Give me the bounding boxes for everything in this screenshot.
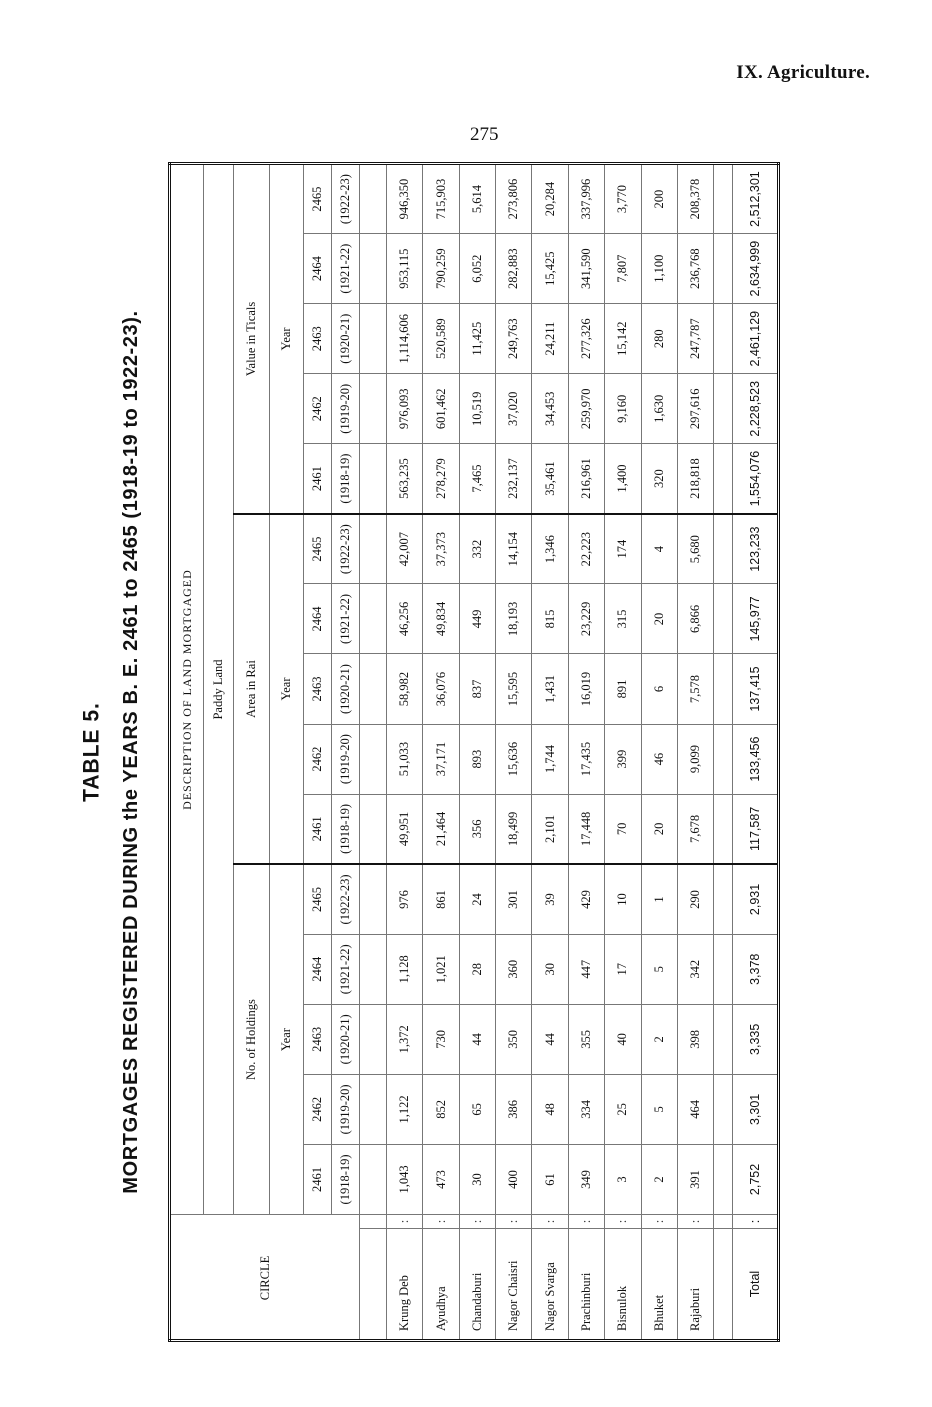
area-cell: 7,578 — [677, 654, 713, 724]
value-cell: 277,326 — [568, 304, 604, 374]
circle-header: CIRCLE — [170, 1214, 360, 1340]
value-cell: 11,425 — [459, 304, 495, 374]
year-label-value: Year — [270, 164, 304, 514]
area-cell: 399 — [605, 724, 641, 794]
spacer-cell — [714, 514, 733, 584]
range-a-4: (1921-22) — [332, 584, 360, 654]
page-number: 275 — [470, 124, 499, 145]
table-row — [568, 164, 604, 1341]
area-cell: 449 — [459, 584, 495, 654]
group-header-holdings: No. of Holdings — [234, 864, 270, 1214]
year-h-1: 2461 — [304, 1144, 332, 1214]
holdings-cell: 400 — [496, 1144, 532, 1214]
spacer-cell — [714, 724, 733, 794]
spacer-cell — [360, 304, 387, 374]
spacer-cell — [360, 864, 387, 934]
area-cell: 46 — [641, 724, 677, 794]
table-row — [677, 164, 713, 1341]
spacer-cell — [714, 1004, 733, 1074]
holdings-cell: 1,122 — [386, 1074, 422, 1144]
range-v-1: (1918-19) — [332, 444, 360, 514]
value-cell: 715,903 — [423, 164, 459, 234]
area-cell: 18,193 — [496, 584, 532, 654]
total-holdings-cell: 3,378 — [733, 934, 779, 1004]
area-cell: 6,866 — [677, 584, 713, 654]
holdings-cell: 391 — [677, 1144, 713, 1214]
holdings-cell: 976 — [386, 864, 422, 934]
total-holdings-cell: 2,931 — [733, 864, 779, 934]
value-cell: 20,284 — [532, 164, 568, 234]
spacer-cell — [714, 374, 733, 444]
area-cell: 17,448 — [568, 794, 604, 864]
rotated-table-block — [80, 162, 800, 1342]
holdings-cell: 28 — [459, 934, 495, 1004]
range-a-2: (1919-20) — [332, 724, 360, 794]
holdings-cell: 360 — [496, 934, 532, 1004]
value-cell: 280 — [641, 304, 677, 374]
table-row — [386, 164, 422, 1341]
holdings-cell: 334 — [568, 1074, 604, 1144]
value-cell: 7,465 — [459, 444, 495, 514]
year-a-3: 2463 — [304, 654, 332, 724]
holdings-cell: 1,372 — [386, 1004, 422, 1074]
total-area-cell: 123,233 — [733, 514, 779, 584]
group-header-value: Value in Ticals — [234, 164, 270, 514]
value-cell: 1,400 — [605, 444, 641, 514]
row-dots: : — [532, 1214, 568, 1228]
area-cell: 51,033 — [386, 724, 422, 794]
value-cell: 3,770 — [605, 164, 641, 234]
year-v-1: 2461 — [304, 444, 332, 514]
holdings-cell: 10 — [605, 864, 641, 934]
value-cell: 10,519 — [459, 374, 495, 444]
holdings-cell: 39 — [532, 864, 568, 934]
circle-name: Bisnulok — [605, 1229, 641, 1341]
holdings-cell: 386 — [496, 1074, 532, 1144]
mortgages-table — [168, 162, 780, 1342]
value-cell: 34,453 — [532, 374, 568, 444]
year-a-1: 2461 — [304, 794, 332, 864]
holdings-cell: 5 — [641, 934, 677, 1004]
value-cell: 24,211 — [532, 304, 568, 374]
range-h-4: (1921-22) — [332, 934, 360, 1004]
spacer-row — [714, 164, 733, 1341]
range-v-3: (1920-21) — [332, 304, 360, 374]
total-label: Total — [733, 1229, 779, 1341]
circle-name: Ayudhya — [423, 1229, 459, 1341]
range-h-2: (1919-20) — [332, 1074, 360, 1144]
year-v-2: 2462 — [304, 374, 332, 444]
value-cell: 208,378 — [677, 164, 713, 234]
area-cell: 36,076 — [423, 654, 459, 724]
holdings-cell: 290 — [677, 864, 713, 934]
holdings-cell: 730 — [423, 1004, 459, 1074]
value-cell: 15,425 — [532, 234, 568, 304]
spacer-cell — [714, 864, 733, 934]
spacer-cell — [360, 934, 387, 1004]
spacer-cell — [360, 1144, 387, 1214]
holdings-cell: 349 — [568, 1144, 604, 1214]
holdings-cell: 1 — [641, 864, 677, 934]
total-dots: : — [733, 1214, 779, 1228]
range-a-3: (1920-21) — [332, 654, 360, 724]
area-cell: 815 — [532, 584, 568, 654]
area-cell: 49,951 — [386, 794, 422, 864]
year-a-2: 2462 — [304, 724, 332, 794]
holdings-cell: 861 — [423, 864, 459, 934]
range-h-5: (1922-23) — [332, 864, 360, 934]
value-cell: 200 — [641, 164, 677, 234]
value-cell: 1,100 — [641, 234, 677, 304]
spacer-cell — [360, 514, 387, 584]
holdings-cell: 17 — [605, 934, 641, 1004]
value-cell: 216,961 — [568, 444, 604, 514]
total-holdings-cell: 3,301 — [733, 1074, 779, 1144]
spacer-cell — [714, 1229, 733, 1341]
range-h-3: (1920-21) — [332, 1004, 360, 1074]
area-cell: 70 — [605, 794, 641, 864]
area-cell: 6 — [641, 654, 677, 724]
table-row — [459, 164, 495, 1341]
row-dots: : — [459, 1214, 495, 1228]
total-value-cell: 1,554,076 — [733, 444, 779, 514]
value-cell: 282,883 — [496, 234, 532, 304]
value-cell: 35,461 — [532, 444, 568, 514]
area-cell: 20 — [641, 794, 677, 864]
area-cell: 1,431 — [532, 654, 568, 724]
year-label-area: Year — [270, 514, 304, 864]
area-cell: 49,834 — [423, 584, 459, 654]
holdings-cell: 5 — [641, 1074, 677, 1144]
holdings-cell: 398 — [677, 1004, 713, 1074]
area-cell: 1,744 — [532, 724, 568, 794]
total-area-cell: 133,456 — [733, 724, 779, 794]
spacer-cell — [714, 794, 733, 864]
value-cell: 520,589 — [423, 304, 459, 374]
spacer-cell — [360, 1214, 387, 1228]
table-title: MORTGAGES REGISTERED DURING the YEARS B. E. 2461 to 2465 (1918-19 to 1922-23). — [120, 310, 142, 1194]
spacer-cell — [714, 1074, 733, 1144]
value-cell: 337,996 — [568, 164, 604, 234]
area-cell: 332 — [459, 514, 495, 584]
value-cell: 5,614 — [459, 164, 495, 234]
total-area-cell: 117,587 — [733, 794, 779, 864]
year-a-4: 2464 — [304, 584, 332, 654]
holdings-cell: 1,128 — [386, 934, 422, 1004]
table-row — [532, 164, 568, 1341]
circle-name: Bhuket — [641, 1229, 677, 1341]
spacer-cell — [360, 584, 387, 654]
spacer-cell — [360, 444, 387, 514]
area-cell: 9,099 — [677, 724, 713, 794]
range-h-1: (1918-19) — [332, 1144, 360, 1214]
holdings-cell: 48 — [532, 1074, 568, 1144]
value-cell: 976,093 — [386, 374, 422, 444]
holdings-cell: 65 — [459, 1074, 495, 1144]
value-cell: 259,970 — [568, 374, 604, 444]
total-value-cell: 2,228,523 — [733, 374, 779, 444]
circle-name: Rajaburi — [677, 1229, 713, 1341]
range-v-5: (1922-23) — [332, 164, 360, 234]
spacer-cell — [360, 1074, 387, 1144]
holdings-cell: 473 — [423, 1144, 459, 1214]
value-cell: 249,763 — [496, 304, 532, 374]
area-cell: 356 — [459, 794, 495, 864]
spacer-cell — [714, 304, 733, 374]
row-dots: : — [568, 1214, 604, 1228]
year-h-5: 2465 — [304, 864, 332, 934]
total-holdings-cell: 2,752 — [733, 1144, 779, 1214]
holdings-cell: 852 — [423, 1074, 459, 1144]
holdings-cell: 44 — [459, 1004, 495, 1074]
circle-name: Chandaburi — [459, 1229, 495, 1341]
holdings-cell: 355 — [568, 1004, 604, 1074]
value-cell: 320 — [641, 444, 677, 514]
value-cell: 9,160 — [605, 374, 641, 444]
year-h-4: 2464 — [304, 934, 332, 1004]
total-value-cell: 2,512,301 — [733, 164, 779, 234]
circle-name: Prachinburi — [568, 1229, 604, 1341]
value-cell: 946,350 — [386, 164, 422, 234]
spacer-cell — [714, 234, 733, 304]
year-v-5: 2465 — [304, 164, 332, 234]
year-v-3: 2463 — [304, 304, 332, 374]
holdings-cell: 61 — [532, 1144, 568, 1214]
value-cell: 6,052 — [459, 234, 495, 304]
spacer-row — [360, 164, 387, 1341]
value-cell: 15,142 — [605, 304, 641, 374]
description-header: DESCRIPTION OF LAND MORTGAGED — [170, 164, 204, 1215]
area-cell: 5,680 — [677, 514, 713, 584]
value-cell: 1,630 — [641, 374, 677, 444]
holdings-cell: 301 — [496, 864, 532, 934]
spacer-cell — [360, 1229, 387, 1341]
area-cell: 21,464 — [423, 794, 459, 864]
area-cell: 20 — [641, 584, 677, 654]
holdings-cell: 44 — [532, 1004, 568, 1074]
area-cell: 18,499 — [496, 794, 532, 864]
holdings-cell: 350 — [496, 1004, 532, 1074]
area-cell: 4 — [641, 514, 677, 584]
area-cell: 174 — [605, 514, 641, 584]
table-row — [496, 164, 532, 1341]
section-header: IX. Agriculture. — [736, 62, 870, 83]
table-row — [641, 164, 677, 1341]
area-cell: 15,595 — [496, 654, 532, 724]
row-dots: : — [423, 1214, 459, 1228]
area-cell: 16,019 — [568, 654, 604, 724]
area-cell: 7,678 — [677, 794, 713, 864]
value-cell: 7,807 — [605, 234, 641, 304]
holdings-cell: 447 — [568, 934, 604, 1004]
range-a-5: (1922-23) — [332, 514, 360, 584]
value-cell: 341,590 — [568, 234, 604, 304]
value-cell: 1,114,606 — [386, 304, 422, 374]
area-cell: 14,154 — [496, 514, 532, 584]
circle-name: Krung Deb — [386, 1229, 422, 1341]
holdings-cell: 2 — [641, 1144, 677, 1214]
holdings-cell: 30 — [459, 1144, 495, 1214]
circle-name: Nagor Chaisri — [496, 1229, 532, 1341]
table-row — [605, 164, 641, 1341]
spacer-cell — [360, 1004, 387, 1074]
year-v-4: 2464 — [304, 234, 332, 304]
holdings-cell: 30 — [532, 934, 568, 1004]
value-cell: 247,787 — [677, 304, 713, 374]
holdings-cell: 1,021 — [423, 934, 459, 1004]
spacer-cell — [360, 654, 387, 724]
value-cell: 790,259 — [423, 234, 459, 304]
total-area-cell: 137,415 — [733, 654, 779, 724]
area-cell: 893 — [459, 724, 495, 794]
area-cell: 315 — [605, 584, 641, 654]
area-cell: 42,007 — [386, 514, 422, 584]
year-h-2: 2462 — [304, 1074, 332, 1144]
area-cell: 1,346 — [532, 514, 568, 584]
area-cell: 2,101 — [532, 794, 568, 864]
row-dots: : — [496, 1214, 532, 1228]
spacer-cell — [360, 374, 387, 444]
value-cell: 218,818 — [677, 444, 713, 514]
row-dots: : — [641, 1214, 677, 1228]
total-value-cell: 2,461,129 — [733, 304, 779, 374]
total-row — [733, 164, 779, 1341]
value-cell: 953,115 — [386, 234, 422, 304]
spacer-cell — [714, 444, 733, 514]
spacer-cell — [714, 584, 733, 654]
range-a-1: (1918-19) — [332, 794, 360, 864]
holdings-cell: 40 — [605, 1004, 641, 1074]
area-cell: 837 — [459, 654, 495, 724]
total-holdings-cell: 3,335 — [733, 1004, 779, 1074]
value-cell: 273,806 — [496, 164, 532, 234]
table-number: TABLE 5. — [79, 702, 104, 802]
value-cell: 601,462 — [423, 374, 459, 444]
range-v-4: (1921-22) — [332, 234, 360, 304]
area-cell: 23,229 — [568, 584, 604, 654]
row-dots: : — [386, 1214, 422, 1228]
paddy-land-header: Paddy Land — [204, 164, 234, 1215]
spacer-cell — [714, 934, 733, 1004]
total-area-cell: 145,977 — [733, 584, 779, 654]
year-h-3: 2463 — [304, 1004, 332, 1074]
spacer-cell — [714, 654, 733, 724]
area-cell: 37,373 — [423, 514, 459, 584]
group-header-area: Area in Rai — [234, 514, 270, 864]
holdings-cell: 1,043 — [386, 1144, 422, 1214]
row-dots: : — [677, 1214, 713, 1228]
holdings-cell: 25 — [605, 1074, 641, 1144]
table-body — [360, 164, 779, 1341]
area-cell: 15,636 — [496, 724, 532, 794]
spacer-cell — [360, 794, 387, 864]
area-cell: 58,982 — [386, 654, 422, 724]
value-cell: 236,768 — [677, 234, 713, 304]
value-cell: 297,616 — [677, 374, 713, 444]
area-cell: 37,171 — [423, 724, 459, 794]
holdings-cell: 3 — [605, 1144, 641, 1214]
area-cell: 891 — [605, 654, 641, 724]
spacer-cell — [360, 164, 387, 234]
circle-name: Nagor Svarga — [532, 1229, 568, 1341]
year-label-holdings: Year — [270, 864, 304, 1214]
holdings-cell: 24 — [459, 864, 495, 934]
holdings-cell: 429 — [568, 864, 604, 934]
value-cell: 37,020 — [496, 374, 532, 444]
spacer-cell — [360, 234, 387, 304]
value-cell: 278,279 — [423, 444, 459, 514]
table-row — [423, 164, 459, 1341]
holdings-cell: 342 — [677, 934, 713, 1004]
range-v-2: (1919-20) — [332, 374, 360, 444]
spacer-cell — [714, 1214, 733, 1228]
spacer-cell — [714, 1144, 733, 1214]
row-dots: : — [605, 1214, 641, 1228]
total-value-cell: 2,634,999 — [733, 234, 779, 304]
area-cell: 17,435 — [568, 724, 604, 794]
value-cell: 563,235 — [386, 444, 422, 514]
spacer-cell — [714, 164, 733, 234]
value-cell: 232,137 — [496, 444, 532, 514]
year-a-5: 2465 — [304, 514, 332, 584]
spacer-cell — [360, 724, 387, 794]
area-cell: 22,223 — [568, 514, 604, 584]
holdings-cell: 464 — [677, 1074, 713, 1144]
area-cell: 46,256 — [386, 584, 422, 654]
holdings-cell: 2 — [641, 1004, 677, 1074]
